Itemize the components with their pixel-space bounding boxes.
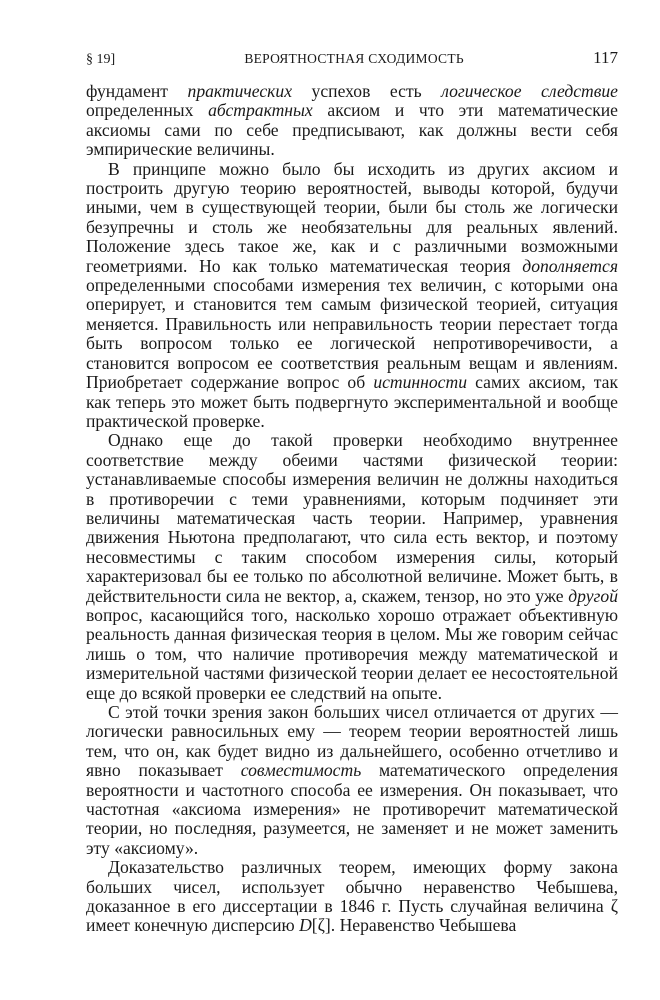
emphasis-text: дополняется <box>522 255 618 276</box>
paragraph <box>86 82 618 160</box>
text-run: успехов есть <box>292 81 442 101</box>
emphasis-text: D <box>299 915 312 936</box>
paragraph <box>86 858 618 936</box>
text-run: математического определения вероятности и частотного способа ее измерения. Он показывает, что частотная «аксиома измерения» не противоречит математической теории, но последняя, разумеется, не заменяет и не может заменить эту «аксиому». <box>86 760 618 858</box>
text-run: [ζ]. Неравенство Чебышева <box>311 915 517 936</box>
text-run: определенных <box>86 100 209 121</box>
text-run: аксиом и что эти математические аксиомы сами по себе предписывают, как должны вести себя эмпирические величины. <box>86 100 618 160</box>
emphasis-text: другой <box>568 585 618 606</box>
body-text <box>86 82 618 936</box>
text-run: фундамент <box>86 81 188 101</box>
emphasis-text: совместимость <box>240 760 362 781</box>
emphasis-text: абстрактных <box>208 100 313 121</box>
text-run: Доказательство различных теорем, имеющих форму закона больших чисел, использует обычно неравенство Чебышева, доказанное в его диссертации в 1846 г. Пусть случайная величина ζ имеет конечную дисперсию <box>86 857 618 936</box>
emphasis-text: практических <box>187 81 293 101</box>
running-header <box>86 48 618 68</box>
page-number: 117 <box>593 48 618 67</box>
text-run: определенными способами измерения тех величин, с которыми она оперирует, и становится тем самым физической теорией, ситуация меняется. Правильность или неправильность теории перестает тогда быть вопросом только ее логической непротиворечивости, а становится вопросом ее соответствия реальным вещам и явлениям. Приобретает содержание вопрос об <box>86 275 618 393</box>
running-title: ВЕРОЯТНОСТНАЯ СХОДИМОСТЬ <box>244 51 464 66</box>
text-run: Однако еще до такой проверки необходимо внутреннее соответствие между обеими частями физической теории: устанавливаемые способы измерения величин не должны находиться в противоречии с теми уравнениями, которым подчиняет эти величины математическая часть теории. Например, уравнения движения Ньютона предполагают, что сила есть вектор, и поэтому несовместимы с таким способом измерения силы, который характеризовал бы ее только по абсолютной величине. Может быть, в действительности сила не вектор, а, скажем, тензор, но это уже <box>86 430 618 606</box>
text-run: вопрос, касающийся того, насколько хорошо отражает объективную реальность данная физическая теория в целом. Мы же говорим сейчас лишь о том, что наличие противоречия между математической и измерительной частями физической теории делает ее несостоятельной еще до всякой проверки ее следствий на опыте. <box>86 604 618 703</box>
emphasis-text: истинности <box>373 372 467 393</box>
section-marker: § 19] <box>86 52 116 67</box>
paragraph <box>86 160 618 432</box>
text-run: самих аксиом, так как теперь это может быть подвергнуто экспериментальной и вообще практической проверке. <box>86 372 619 431</box>
paragraph <box>86 703 618 858</box>
emphasis-text: логическое следствие <box>441 81 618 101</box>
text-run: В принципе можно было бы исходить из других аксиом и построить другую теорию вероятностей, выводы которой, будучи иными, чем в существующей теории, были бы столь же логически безупречны и столь же необязательны для реальных явлений. Положение здесь такое же, как и с различными возможными геометриями. Но как только математическая теория <box>86 158 618 276</box>
text-run: С этой точки зрения закон больших чисел отличается от других — логически равносильных ему — теорем теории вероятностей лишь тем, что он, как будет видно из дальнейшего, особенно отчетливо и явно показывает <box>86 702 618 781</box>
paragraph <box>86 431 618 703</box>
